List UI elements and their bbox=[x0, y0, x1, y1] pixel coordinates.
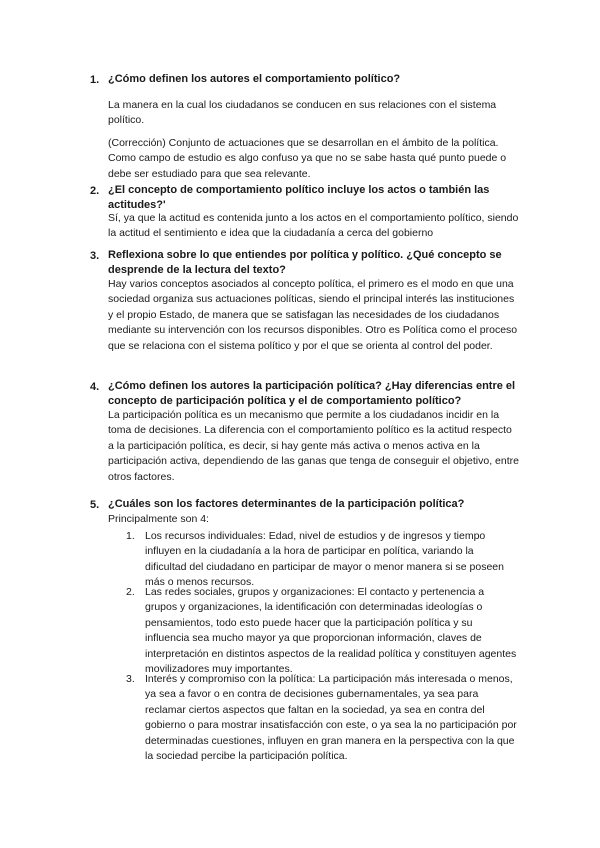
correction-text: (Corrección) Conjunto de actuaciones que se desarrollan en el ámbito de la política. Como campo de estudio es algo confuso ya que no se sabe hasta qué punto puede o debe ser estudiado para que sea relevante. bbox=[108, 137, 507, 180]
question-title: ¿El concepto de comportamiento político incluye los actos o también las actitudes?' bbox=[108, 184, 490, 211]
answer-text: La participación política es un mecanismo que permite a los ciudadanos incidir en la toma de decisiones. La diferencia con el comportamiento político es la actitud respecto a la participación política, es decir, si hay gente más activa o menos activa en la participación activa, dependiendo de las ganas que tenga de conseguir el objetivo, entre otros factores. bbox=[108, 409, 519, 483]
question-number: 4. bbox=[90, 381, 100, 393]
question-number: 3. bbox=[90, 250, 100, 262]
question-title: ¿Cómo definen los autores la participación política? ¿Hay diferencias entre el concepto de participación política y el de comportamiento político? bbox=[108, 380, 516, 407]
answer-text: Sí, ya que la actitud es contenida junto a los actos en el comportamiento político, siendo la actitud el sentimiento e idea que la ciudadanía a cerca del gobierno bbox=[108, 212, 519, 240]
answer-text: Hay varios conceptos asociados al concepto política, el primero es el modo en que una sociedad organiza sus actuaciones políticas, siendo el principal interés las instituciones y el propio Estado, de manera que se satisfagan las necesidades de los ciudadanos mediante su intervención con los recursos disponibles. Otro es Política como el proceso que se relaciona con el sistema político y por el que se orienta al control del poder. bbox=[108, 278, 518, 352]
question-number: 2. bbox=[90, 185, 100, 197]
question-number: 5. bbox=[90, 499, 100, 511]
question-title: ¿Cuáles son los factores determinantes de la participación política? bbox=[108, 498, 465, 510]
list-item-text: Los recursos individuales: Edad, nivel de estudios y de ingresos y tiempo influyen en la ciudadanía a la hora de participar en política, variando la dificultad del ciudadano en participar de mayor o menor manera si se poseen más o menos recursos. bbox=[145, 530, 504, 589]
list-item-number: 3. bbox=[126, 673, 135, 685]
intro-text: Principalmente son 4: bbox=[108, 513, 209, 525]
list-item-number: 2. bbox=[126, 586, 135, 598]
list-item-text: Las redes sociales, grupos y organizaciones: El contacto y pertenencia a grupos y organizaciones, la identificación con determinadas ideologías o pensamientos, todo esto puede hacer que la participación política y su influencia sea mucho mayor ya que proporcionan información, claves de interpretación en distintos aspectos de la realidad política y constituyen agentes movilizadores muy importantes. bbox=[145, 586, 517, 676]
question-title: Reflexiona sobre lo que entiendes por política y político. ¿Qué concepto se desprende de la lectura del texto? bbox=[108, 249, 502, 276]
question-title: ¿Cómo definen los autores el comportamiento político? bbox=[108, 73, 401, 85]
list-item-number: 1. bbox=[126, 530, 135, 542]
answer-text: La manera en la cual los ciudadanos se conducen en sus relaciones con el sistema político. bbox=[108, 99, 497, 127]
list-item-text: Interés y compromiso con la política: La participación más interesada o menos, ya sea a favor o en contra de decisiones gubernamentales, ya sea para reclamar ciertos aspectos que faltan en la sociedad, ya sea en contra del gobierno o para mostrar insatisfacción con este, o ya sea la no participación por determinadas cuestiones, influyen en gran manera en la perspectiva con la que la sociedad percibe la participación política. bbox=[145, 673, 517, 763]
question-number: 1. bbox=[90, 74, 100, 86]
